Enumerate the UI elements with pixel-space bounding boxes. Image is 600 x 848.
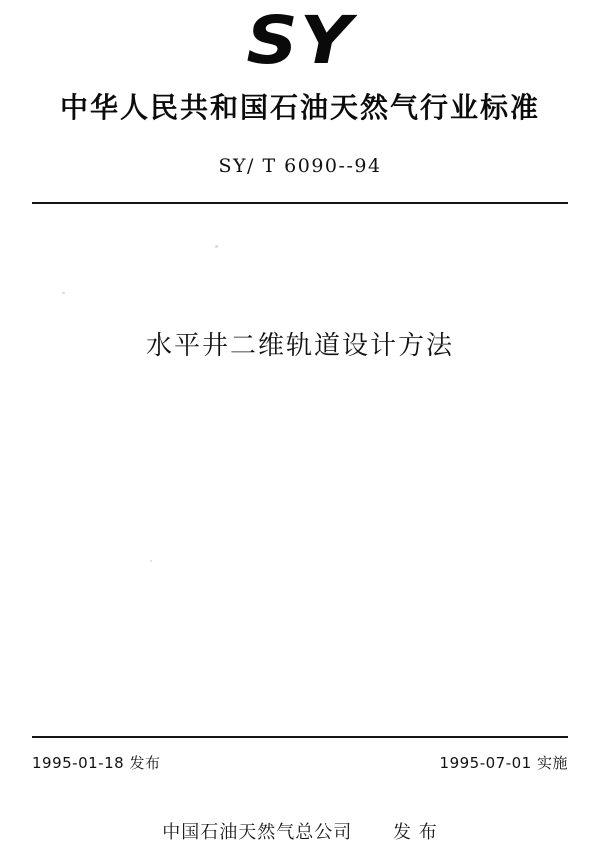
issue-date: 1995-01-18 发布 bbox=[32, 754, 161, 772]
scan-speckle bbox=[62, 292, 65, 294]
scan-speckle bbox=[150, 560, 152, 562]
implementation-date: 1995-07-01 实施 bbox=[439, 754, 568, 772]
publisher-row bbox=[0, 818, 600, 844]
dates-row bbox=[32, 752, 568, 773]
publisher-action: 发 布 bbox=[393, 822, 438, 843]
page-title: 中华人民共和国石油天然气行业标准 bbox=[59, 91, 540, 124]
scan-speckle bbox=[215, 245, 218, 248]
divider-bottom bbox=[32, 736, 568, 738]
standard-number: SY/ T 6090--94 bbox=[218, 155, 382, 177]
divider-top bbox=[32, 202, 568, 204]
sy-logo: SY bbox=[246, 2, 354, 79]
publisher-name: 中国石油天然气总公司 bbox=[162, 822, 353, 843]
document-subject: 水平井二维轨道设计方法 bbox=[145, 331, 454, 361]
